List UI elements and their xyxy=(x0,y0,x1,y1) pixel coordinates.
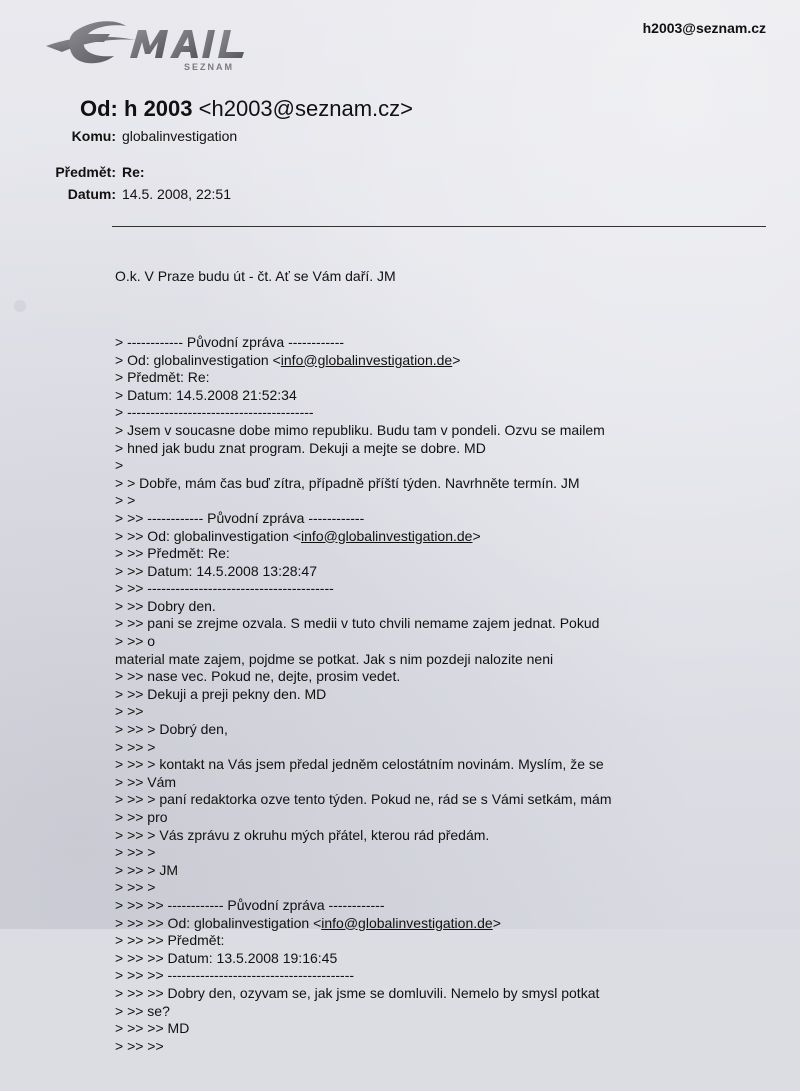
quoted-line: > >> >> ---------------------------------------- xyxy=(115,967,355,984)
from-name: h 2003 xyxy=(124,96,193,121)
quoted-line: > xyxy=(115,457,124,474)
quoted-line: > >> pani se zrejme ozvala. S medii v tuto chvili nemame zajem jednat. Pokud xyxy=(115,615,600,632)
quoted-line: > >> se? xyxy=(115,1002,170,1019)
quoted-line: > >> > Vás zprávu z okruhu mých přátel, kterou rád předám. xyxy=(115,826,490,843)
quoted-line: > >> xyxy=(115,703,144,720)
quoted-line: > >> > kontakt na Vás jsem předal jedněm celostátním novinám. Myslím, že se xyxy=(115,756,604,773)
quoted-line: > >> ------------ Původní zpráva ------------ xyxy=(115,509,365,526)
quoted-line: > >> >> Předmět: xyxy=(115,932,225,949)
to-value: globalinvestigation xyxy=(122,128,238,144)
quoted-line: > >> > Dobrý den, xyxy=(115,721,228,738)
subject-value: Re: xyxy=(122,164,145,180)
quoted-line: > >> ---------------------------------------- xyxy=(115,580,334,597)
quoted-line: > >> >> Dobry den, ozyvam se, jak jsme se domluvili. Nemelo by smysl potkat xyxy=(115,984,600,1001)
date-value: 14.5. 2008, 22:51 xyxy=(122,186,231,202)
to-label: Komu: xyxy=(71,128,116,144)
quoted-line: > > Dobře, mám čas buď zítra, případně příští týden. Navrhněte termín. JM xyxy=(115,474,580,491)
quoted-line: > >> Dekuji a preji pekny den. MD xyxy=(115,685,327,702)
message-body xyxy=(115,233,775,1091)
quoted-line: > hned jak budu znat program. Dekuji a mejte se dobre. MD xyxy=(115,439,486,456)
quoted-line: > >> >> xyxy=(115,1037,164,1054)
email-link[interactable]: info@globalinvestigation.de xyxy=(301,527,473,544)
quoted-line: > >> Od: globalinvestigation <info@globalinvestigation.de> xyxy=(115,527,481,544)
header-from xyxy=(80,96,413,122)
quoted-line: material mate zajem, pojdme se potkat. Jak s nim pozdeji nalozite neni xyxy=(115,650,554,667)
quoted-line: > >> >> ------------ Původní zpráva ------------ xyxy=(115,896,385,913)
quoted-line: > >> Předmět: Re: xyxy=(115,545,230,562)
quoted-line: > >> nase vec. Pokud ne, dejte, prosim vedet. xyxy=(115,668,401,685)
quoted-line: > >> > JM xyxy=(115,861,179,878)
reply-text: O.k. V Praze budu út - čt. Ať se Vám daří. JM xyxy=(115,268,396,285)
quoted-line: > >> pro xyxy=(115,809,168,825)
quoted-line: > >> > paní redaktorka ozve tento týden. Pokud ne, rád se s Vámi setkám, mám xyxy=(115,791,612,808)
quoted-line: > Jsem v soucasne dobe mimo republiku. Budu tam v pondeli. Ozvu se mailem xyxy=(115,421,605,438)
quoted-line: > Od: globalinvestigation <info@globalinvestigation.de> xyxy=(115,351,461,368)
from-label: Od: xyxy=(80,96,118,121)
quoted-thread xyxy=(115,334,775,1055)
quoted-line: > ---------------------------------------- xyxy=(115,404,314,421)
quoted-line: > >> >> Od: globalinvestigation <info@globalinvestigation.de> xyxy=(115,914,501,931)
quoted-line: > >> >> MD xyxy=(115,1020,190,1037)
logo-subtext: SEZNAM xyxy=(184,62,234,72)
quoted-line: > >> o xyxy=(115,633,156,650)
quoted-line: > >> > xyxy=(115,879,156,896)
header-to xyxy=(46,128,237,144)
email-link[interactable]: info@globalinvestigation.de xyxy=(280,351,453,368)
quoted-line: > >> Datum: 14.5.2008 13:28:47 xyxy=(115,562,317,579)
header-subject xyxy=(46,164,145,180)
quoted-line: > > xyxy=(115,492,136,509)
quoted-line: > Předmět: Re: xyxy=(115,369,210,386)
header-date xyxy=(46,186,231,202)
email-link[interactable]: info@globalinvestigation.de xyxy=(321,914,493,931)
quoted-line: > >> Dobry den. xyxy=(115,597,216,614)
quoted-line: > >> >> Datum: 13.5.2008 19:16:45 xyxy=(115,949,338,966)
paper-speck xyxy=(14,300,26,312)
date-label: Datum: xyxy=(67,186,116,202)
header-divider xyxy=(112,226,766,227)
quoted-line: > Datum: 14.5.2008 21:52:34 xyxy=(115,386,297,403)
subject-label: Předmět: xyxy=(55,164,116,180)
quoted-line: > >> > xyxy=(115,844,156,861)
quoted-line: > >> > xyxy=(115,738,156,755)
account-email: h2003@seznam.cz xyxy=(642,20,766,36)
quoted-line: > >> Vám xyxy=(115,773,177,790)
quoted-line: > ------------ Původní zpráva ------------ xyxy=(115,333,345,350)
from-address: <h2003@seznam.cz> xyxy=(198,96,413,121)
